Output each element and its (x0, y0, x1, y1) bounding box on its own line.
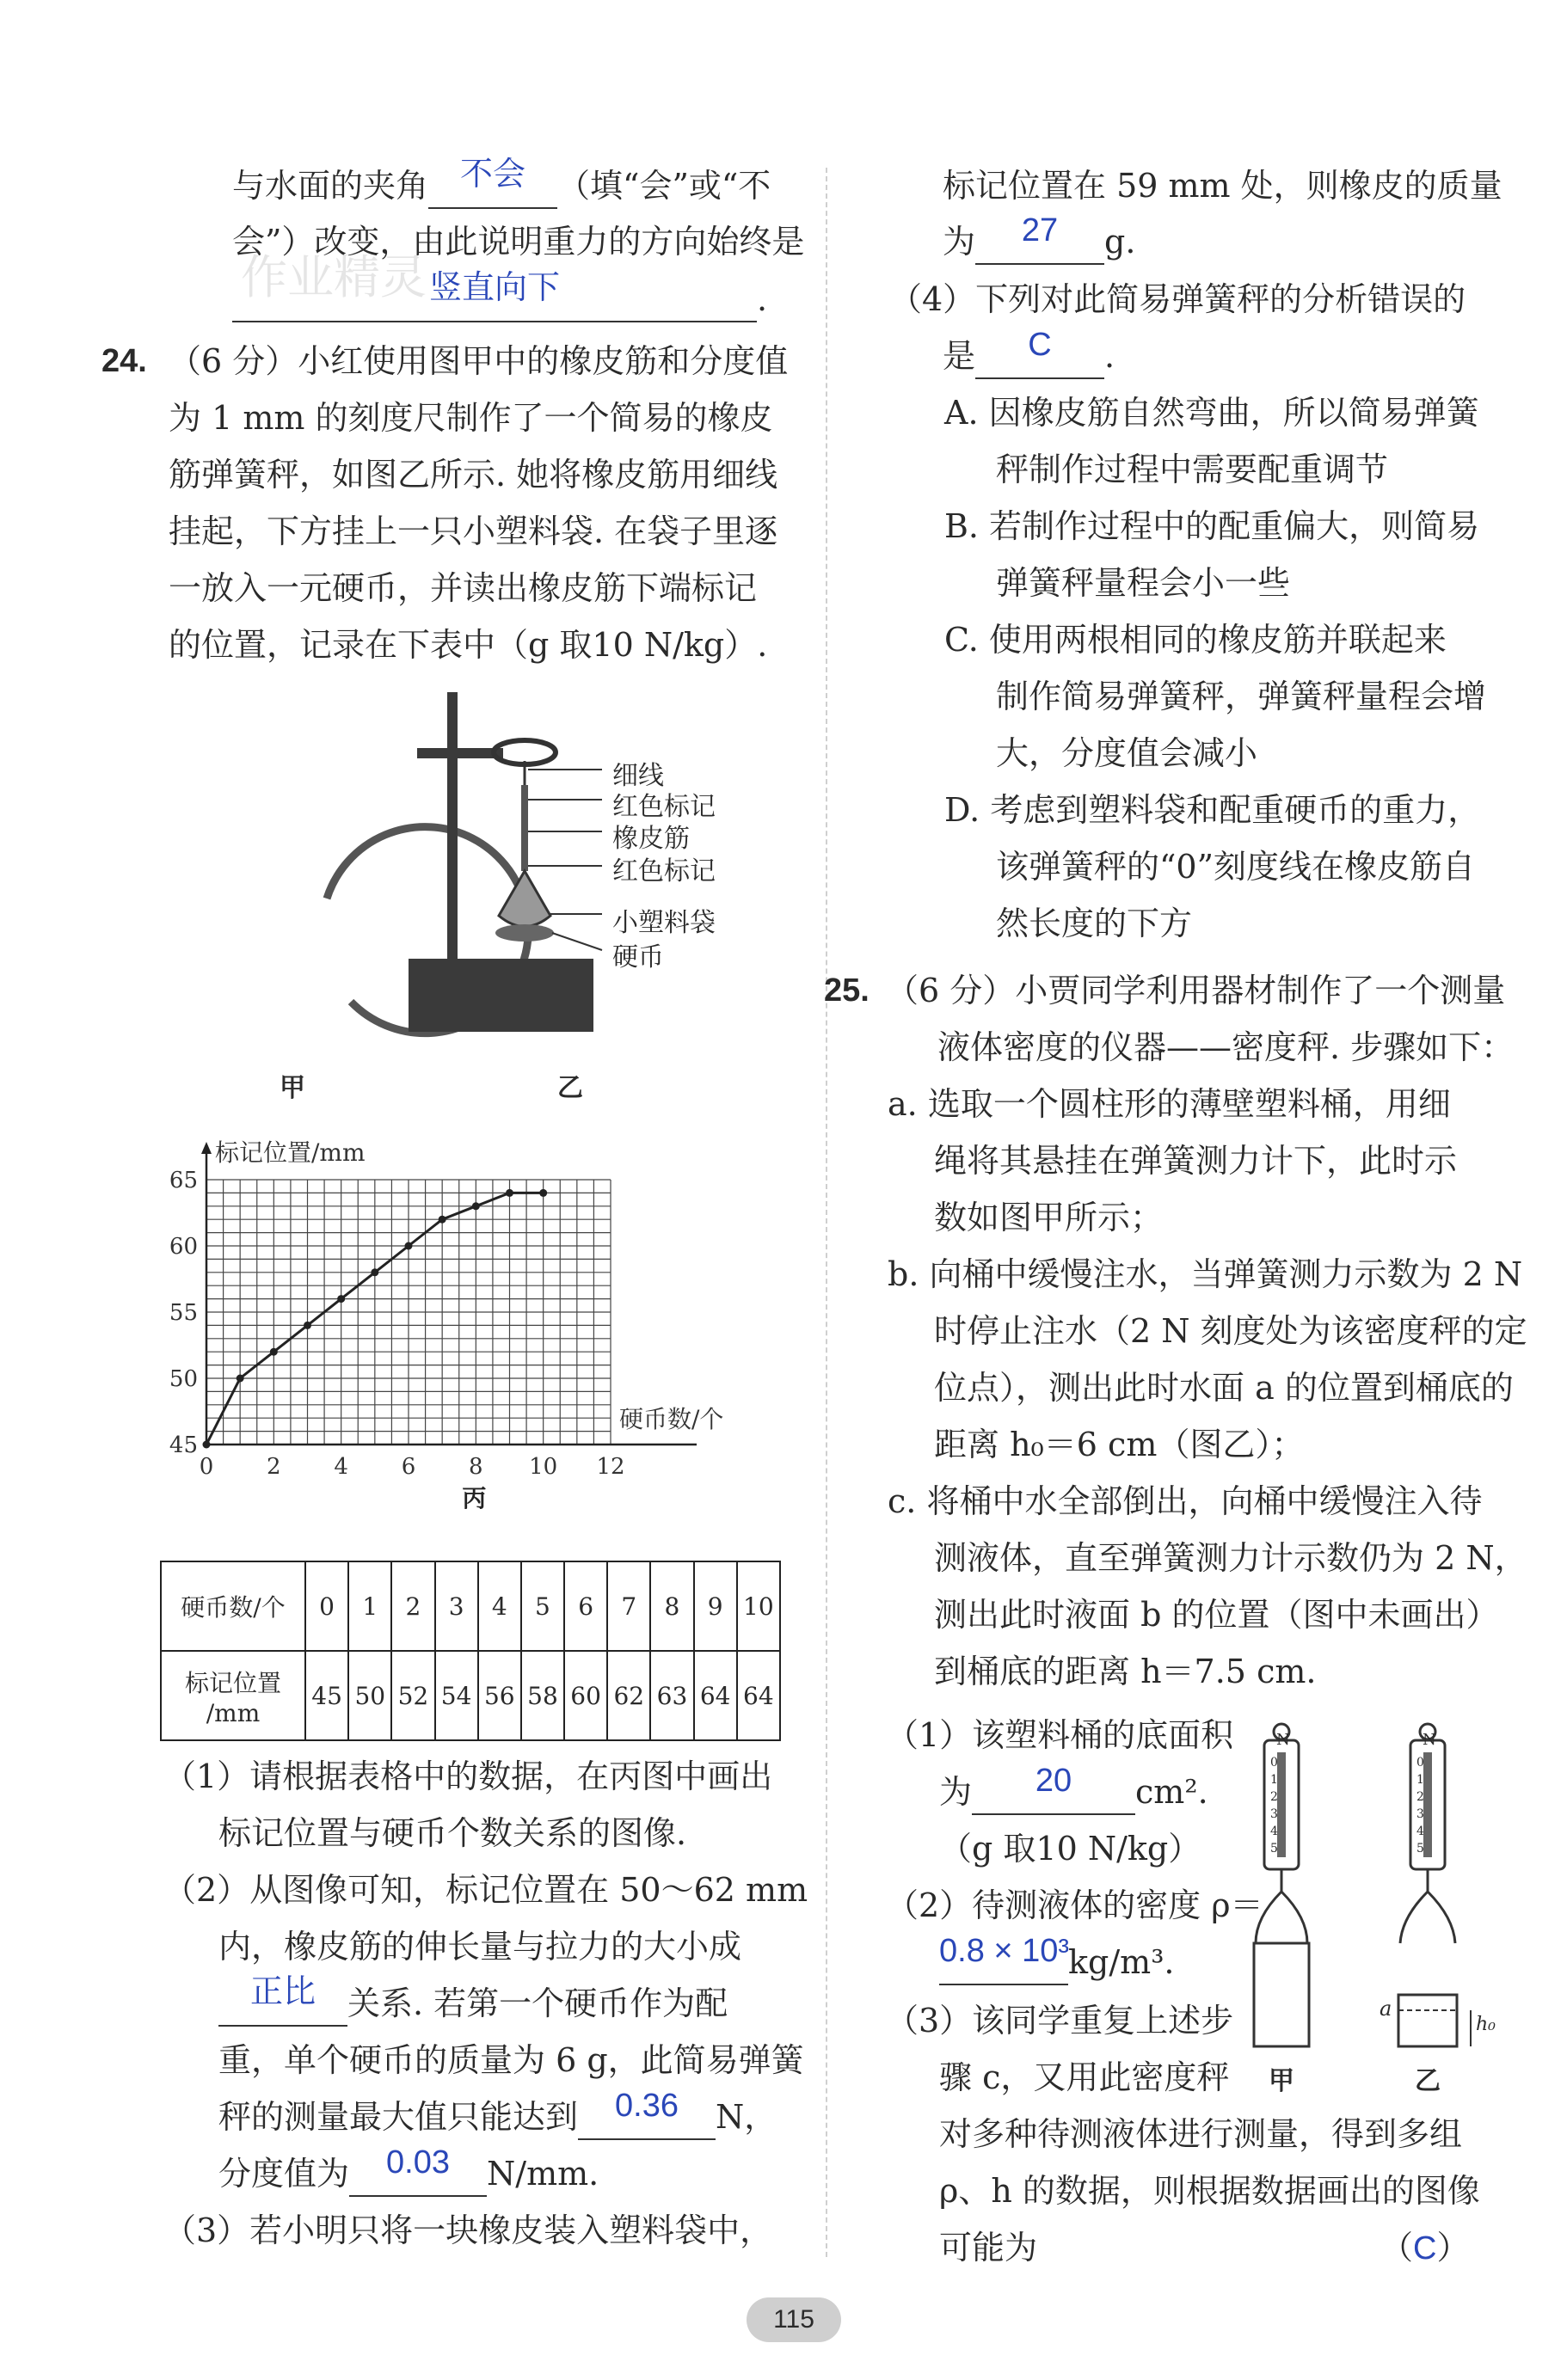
label-coins: 硬币 (612, 942, 664, 972)
table-cell: 7 (607, 1561, 650, 1651)
label-red-mark-2: 红色标记 (612, 856, 716, 886)
r-part4-b: 是 C . (943, 337, 1115, 379)
q25-part3-b: 骤 c，又用此密度秤 (939, 2058, 1230, 2096)
table-cell: 52 (391, 1651, 434, 1740)
x-tick-label: 12 (596, 1454, 625, 1480)
r-part4-a: （4）下列对此简易弹簧秤的分析错误的 (889, 280, 1466, 318)
y-tick-label: 65 (169, 1168, 198, 1193)
table-cell: 10 (737, 1561, 780, 1651)
q25-part1-a: （1）该塑料桶的底面积 (886, 1716, 1234, 1754)
level-a-label: a (1380, 1997, 1392, 2021)
step-c-2: 测液体，直至弹簧测力计示数仍为 2 N， (934, 1539, 1527, 1577)
plastic-bag (499, 871, 550, 927)
question-24-number: 24. (101, 343, 147, 379)
option-a-1: A. 因橡皮筋自然弯曲，所以简易弹簧 (944, 394, 1479, 432)
question-25-number: 25. (824, 972, 870, 1009)
q24-text-4: 挂起，下方挂上一只小塑料袋. 在袋子里逐 (169, 512, 778, 550)
answer-blank[interactable]: 竖直向下 (232, 280, 757, 322)
q25-intro-2: 液体密度的仪器——密度秤. 步骤如下： (937, 1028, 1515, 1066)
bucket-yi (1398, 1995, 1457, 2046)
q24-part1-b: 标记位置与硬币个数关系的图像. (218, 1814, 687, 1852)
table-cell: 0 (305, 1561, 348, 1651)
option-b-1: B. 若制作过程中的配重偏大，则简易 (944, 507, 1480, 545)
table-cell: 54 (435, 1651, 478, 1740)
table-cell: 60 (564, 1651, 607, 1740)
scale-n-label: N (1276, 1731, 1290, 1749)
x-tick-label: 8 (469, 1454, 483, 1480)
coins (495, 924, 554, 942)
answer-blank[interactable]: 0.03 (349, 2155, 487, 2197)
table-cell: 8 (650, 1561, 693, 1651)
table-cell: 63 (650, 1651, 693, 1740)
q25-part3-answer: （C） (1380, 2229, 1470, 2267)
scale-tick-label: 3 (1416, 1807, 1424, 1821)
q25-intro-1: （6 分）小贾同学利用器材制作了一个测量 (886, 972, 1506, 1009)
table-header-position: 标记位置 /mm (161, 1651, 305, 1740)
x-tick-label: 4 (334, 1454, 348, 1480)
table-cell: 45 (305, 1651, 348, 1740)
q24-text-5: 一放入一元硬币，并读出橡皮筋下端标记 (169, 569, 758, 607)
label-plastic-bag: 小塑料袋 (612, 908, 716, 938)
table-cell: 1 (348, 1561, 391, 1651)
data-point (472, 1202, 480, 1210)
data-table (160, 1561, 781, 1741)
page-number: 115 (773, 2305, 814, 2334)
table-cell: 64 (737, 1651, 780, 1740)
step-a-3: 数如图甲所示； (934, 1199, 1164, 1236)
x-tick-label: 10 (529, 1454, 558, 1480)
step-c-1: c. 将桶中水全部倒出，向桶中缓慢注入待 (888, 1482, 1483, 1520)
y-axis-label: 标记位置/mm (215, 1138, 366, 1167)
watermark: 作业精灵 (241, 250, 427, 304)
step-b-4: 距离 h₀＝6 cm（图乙）； (934, 1426, 1305, 1463)
q24-text-3: 筋弹簧秤，如图乙所示. 她将橡皮筋用细线 (169, 456, 778, 494)
step-b-2: 时停止注水（2 N 刻度处为该密度秤的定 (934, 1312, 1527, 1350)
table-cell: 56 (478, 1651, 521, 1740)
x-axis-label: 硬币数/个 (619, 1405, 724, 1433)
x-tick-label: 2 (267, 1454, 281, 1480)
data-point (439, 1216, 446, 1224)
stand-base (409, 959, 593, 1032)
data-point (304, 1322, 311, 1329)
q24-part3-a: （3）若小明只将一块橡皮装入塑料袋中， (163, 2211, 773, 2249)
figure-yi-caption: 乙 (1415, 2066, 1441, 2096)
figure-jia-caption: 甲 (1269, 2066, 1294, 2096)
data-point (506, 1189, 513, 1197)
data-point (237, 1375, 244, 1383)
option-d-2: 该弹簧秤的“0”刻度线在橡皮筋自 (996, 848, 1476, 886)
y-axis-arrow (201, 1142, 212, 1154)
q23-line1: 与水面的夹角 不会 （填“会”或“不 (232, 167, 771, 209)
y-tick-label: 50 (169, 1366, 198, 1392)
column-divider (826, 168, 827, 2257)
option-a-2: 秤制作过程中需要配重调节 (996, 451, 1389, 488)
scale-tick-label: 0 (1270, 1756, 1278, 1770)
q24-part2-d: 重，单个硬币的质量为 6 g，此简易弹簧 (218, 2041, 804, 2079)
option-d-1: D. 考虑到塑料袋和配重硬币的重力， (944, 791, 1481, 829)
q25-part2-a: （2）待测液体的密度 ρ＝ (886, 1886, 1263, 1924)
scale-tick-label: 2 (1416, 1790, 1424, 1804)
answer-blank[interactable]: 正比 (218, 1984, 347, 2027)
table-cell: 50 (348, 1651, 391, 1740)
label-thread: 细线 (612, 761, 664, 791)
q24-text-1: （6 分）小红使用图甲中的橡皮筋和分度值 (169, 342, 789, 380)
scale-ticks-yi (1416, 1754, 1429, 1857)
answer-blank[interactable]: 27 (975, 223, 1104, 265)
q24-part2-e: 秤的测量最大值只能达到 0.36 N， (218, 2098, 777, 2140)
table-cell: 64 (694, 1651, 737, 1740)
table-header-count: 硬币数/个 (161, 1561, 305, 1651)
answer-blank[interactable]: C (1413, 2230, 1437, 2267)
option-d-3: 然长度的下方 (996, 905, 1193, 942)
q25-part3-d: ρ、h 的数据，则根据数据画出的图像 (939, 2172, 1480, 2210)
chart-bing (129, 1118, 800, 1530)
table-row (161, 1651, 780, 1740)
scale-n-label: N (1423, 1731, 1436, 1749)
q25-part1-c: （g 取10 N/kg） (939, 1830, 1201, 1868)
table-cell: 9 (694, 1561, 737, 1651)
table-cell: 4 (478, 1561, 521, 1651)
stand-arm (417, 748, 503, 758)
scale-tick-label: 5 (1416, 1842, 1424, 1856)
table-cell: 6 (564, 1561, 607, 1651)
q23-line2: 会”）改变，由此说明重力的方向始终是 (232, 223, 805, 261)
scale-ticks-jia (1270, 1754, 1282, 1857)
y-tick-label: 45 (169, 1432, 198, 1458)
data-point (371, 1268, 378, 1276)
q24-part2-f: 分度值为 0.03 N/mm. (218, 2155, 599, 2197)
answer-blank[interactable]: 0.36 (578, 2098, 716, 2140)
figure-yi-caption: 乙 (557, 1073, 583, 1103)
table-row (161, 1561, 780, 1651)
bucket-jia (1254, 1943, 1309, 2046)
answer-blank[interactable]: 0.8 × 10³ (939, 1943, 1068, 1985)
answer-blank[interactable]: 不会 (428, 167, 557, 209)
option-c-2: 制作简易弹簧秤，弹簧秤量程会增 (996, 678, 1487, 715)
h0-label: h₀ (1476, 2014, 1496, 2035)
data-point (337, 1295, 345, 1303)
label-red-mark-1: 红色标记 (612, 792, 716, 822)
option-c-3: 大，分度值会减小 (996, 734, 1258, 772)
rubber-band-figure (198, 684, 800, 1105)
rubber-band (521, 785, 528, 871)
data-point (405, 1242, 413, 1250)
option-b-2: 弹簧秤量程会小一些 (996, 564, 1291, 602)
q25-part3-c: 对多种待测液体进行测量，得到多组 (939, 2115, 1463, 2153)
answer-blank[interactable]: C (975, 337, 1104, 379)
step-a-1: a. 选取一个圆柱形的薄壁塑料桶，用细 (888, 1085, 1451, 1123)
table-cell: 2 (391, 1561, 434, 1651)
q25-part1-b: 为 20 cm². (939, 1773, 1208, 1815)
q25-part2-b: 0.8 × 10³kg/m³. (939, 1943, 1175, 1985)
scale-tick-label: 2 (1270, 1790, 1278, 1804)
x-tick-label: 6 (401, 1454, 416, 1480)
scale-tick-label: 3 (1270, 1807, 1278, 1821)
q24-text-2: 为 1 mm 的刻度尺制作了一个简易的橡皮 (169, 399, 773, 437)
stand-pole (447, 692, 458, 966)
scale-tick-label: 1 (1270, 1773, 1278, 1787)
table-cell: 5 (521, 1561, 564, 1651)
step-c-3: 测出此时液面 b 的位置（图中未画出） (934, 1596, 1499, 1634)
y-tick-label: 55 (169, 1300, 198, 1326)
scale-tick-label: 5 (1270, 1842, 1278, 1856)
table-cell: 3 (435, 1561, 478, 1651)
scale-tick-label: 4 (1270, 1825, 1278, 1838)
data-point (203, 1441, 211, 1449)
scale-tick-label: 0 (1416, 1756, 1424, 1770)
step-b-1: b. 向桶中缓慢注水，当弹簧测力示数为 2 N (888, 1255, 1523, 1293)
scale-tick-label: 4 (1416, 1825, 1424, 1838)
scale-tick-label: 1 (1416, 1773, 1424, 1787)
y-tick-label: 60 (169, 1234, 198, 1260)
step-a-2: 绳将其悬挂在弹簧测力计下，此时示 (934, 1142, 1458, 1180)
label-rubber-band: 橡皮筋 (612, 824, 690, 854)
table-cell: 62 (607, 1651, 650, 1740)
data-point (539, 1189, 547, 1197)
data-point (270, 1348, 278, 1356)
step-c-4: 到桶底的距离 h＝7.5 cm. (934, 1653, 1317, 1690)
option-c-1: C. 使用两根相同的橡皮筋并联起来 (944, 621, 1447, 659)
q24-part2-c: 正比 关系. 若第一个硬币作为配 (218, 1984, 728, 2027)
q25-part3-a: （3）该同学重复上述步 (886, 2002, 1234, 2040)
step-b-3: 位点），测出此时水面 a 的位置到桶底的 (934, 1369, 1514, 1407)
q24-text-6: 的位置，记录在下表中（g 取10 N/kg）. (169, 626, 768, 664)
figure-jia-caption: 甲 (280, 1073, 305, 1103)
q25-part3-e: 可能为 (939, 2229, 1038, 2267)
table-cell: 58 (521, 1651, 564, 1740)
q24-part1-a: （1）请根据表格中的数据，在丙图中画出 (163, 1757, 773, 1795)
x-tick-label: 0 (199, 1454, 214, 1480)
answer-blank[interactable]: 20 (972, 1773, 1135, 1815)
page-number-badge (747, 2297, 841, 2342)
q24-part2-a: （2）从图像可知，标记位置在 50～62 mm (163, 1871, 808, 1909)
chart-title: 丙 (462, 1484, 487, 1512)
q24-part2-b: 内，橡皮筋的伸长量与拉力的大小成 (218, 1928, 742, 1966)
r-line2: 为 27 g. (943, 223, 1135, 265)
r-line1: 标记位置在 59 mm 处，则橡皮的质量 (943, 167, 1502, 205)
q23-line3: 竖直向下 . (232, 280, 767, 322)
